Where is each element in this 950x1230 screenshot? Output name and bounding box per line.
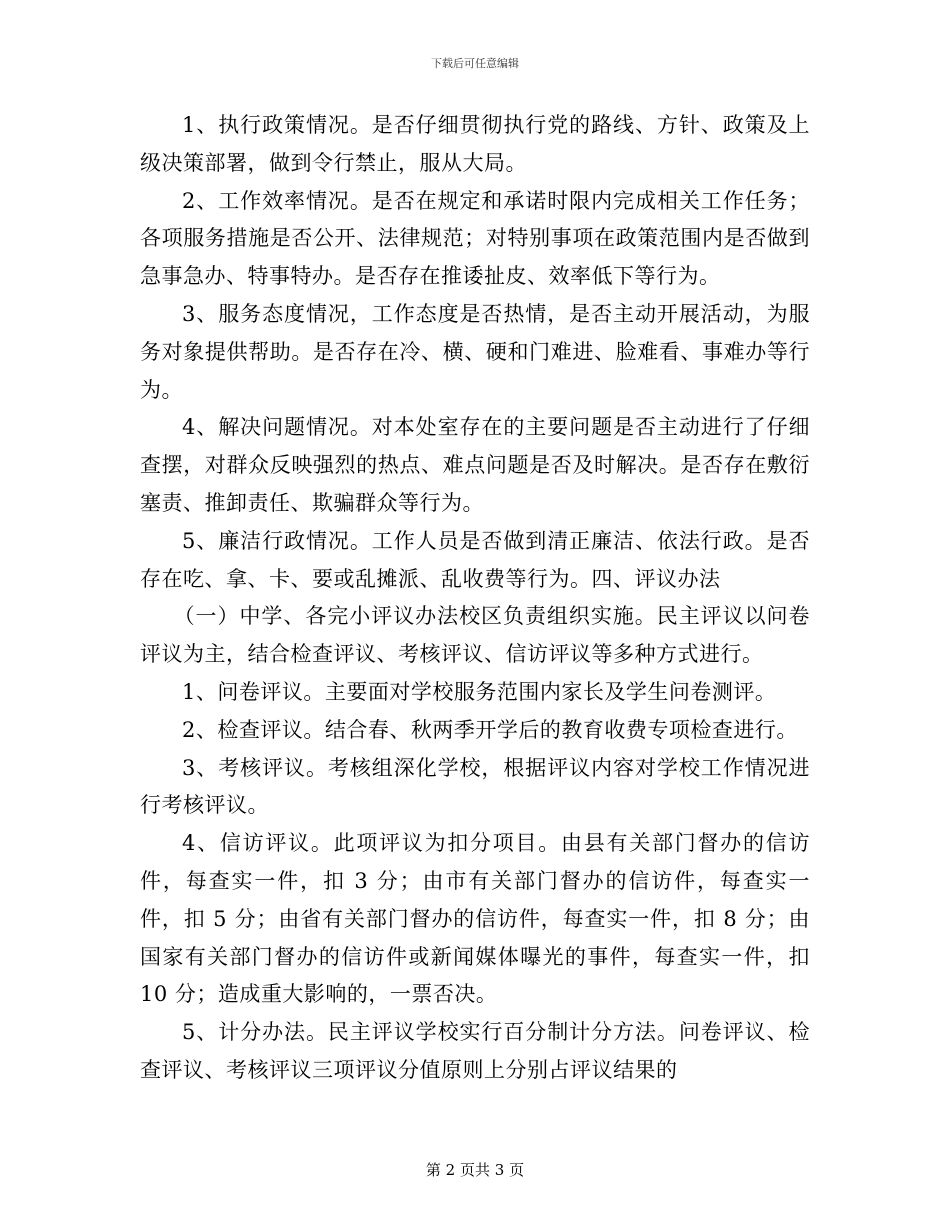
paragraph-integrity: 5、廉洁行政情况。工作人员是否做到清正廉洁、依法行政。是否存在吃、拿、卡、要或乱摊派、乱收费等行为。四、评议办法 [140, 528, 810, 591]
paragraph-policy-execution: 1、执行政策情况。是否仔细贯彻执行党的路线、方针、政策及上级决策部署，做到令行禁止，服从大局。 [140, 113, 810, 175]
paragraph-petition: 4、信访评议。此项评议为扣分项目。由县有关部门督办的信访件，每查实一件，扣 3 分；由市有关部门督办的信访件，每查实一件，扣 5 分；由省有关部门督办的信访件，每查实一件，扣 8 分；由国家有关部门督办的信访件或新闻媒体曝光的事件，每查实一件，扣 10 分；造成重大影响的，一票否决。 [140, 831, 810, 1007]
paragraph-service-attitude: 3、服务态度情况，工作态度是否热情，是否主动开展活动，为服务对象提供帮助。是否存在冷、横、硬和门难进、脸难看、事难办等行为。 [140, 301, 810, 402]
paragraph-inspection: 2、检查评议。结合春、秋两季开学后的教育收费专项检查进行。 [182, 717, 798, 742]
page-footer: 第 2 页共 3 页 [425, 1161, 525, 1179]
paragraph-assessment: 3、考核评议。考核组深化学校，根据评议内容对学校工作情况进行考核评议。 [140, 755, 810, 818]
paragraph-problem-solving: 4、解决问题情况。对本处室存在的主要问题是否主动进行了仔细查摆，对群众反映强烈的热点、难点问题是否及时解决。是否存在敷衍塞责、推卸责任、欺骗群众等行为。 [140, 415, 810, 515]
page-header: 下载后可任意编辑 [431, 57, 519, 70]
paragraph-work-efficiency: 2、工作效率情况。是否在规定和承诺时限内完成相关工作任务；各项服务措施是否公开、法律规范；对特别事项在政策范围内是否做到急事急办、特事特办。是否存在推诿扯皮、效率低下等行为。 [140, 188, 810, 289]
paragraph-evaluation-method: （一）中学、各完小评议办法校区负责组织实施。民主评议以问卷评议为主，结合检查评议、考核评议、信访评议等多种方式进行。 [140, 604, 810, 667]
document-body [140, 107, 810, 1090]
paragraph-questionnaire: 1、问卷评议。主要面对学校服务范围内家长及学生问卷测评。 [182, 679, 777, 704]
paragraph-scoring: 5、计分办法。民主评议学校实行百分制计分方法。问卷评议、检查评议、考核评议三项评议分值原则上分别占评议结果的 [140, 1020, 810, 1082]
